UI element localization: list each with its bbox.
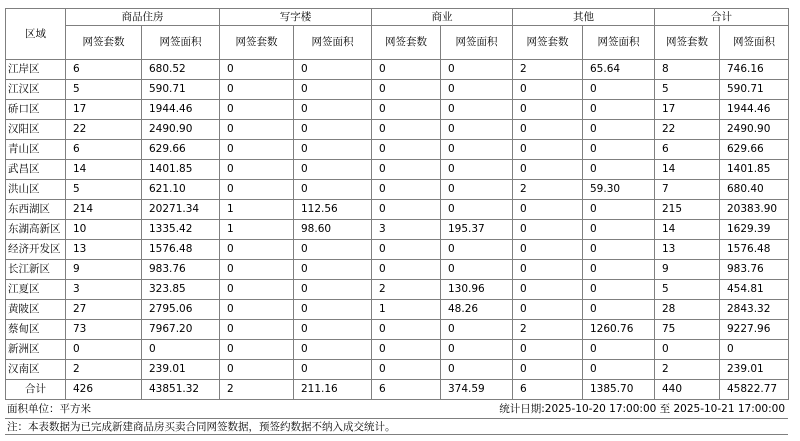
- count-cell: 6: [513, 380, 583, 400]
- table-row: [6, 100, 789, 120]
- area-cell: 0: [294, 60, 372, 80]
- area-cell: 0: [294, 140, 372, 160]
- area-cell: 1944.46: [720, 100, 789, 120]
- count-cell: 2: [513, 60, 583, 80]
- area-cell: 0: [583, 300, 655, 320]
- area-cell: 0: [441, 340, 513, 360]
- area-cell: 1335.42: [142, 220, 220, 240]
- count-cell: 0: [66, 340, 142, 360]
- count-cell: 9: [66, 260, 142, 280]
- area-cell: 130.96: [441, 280, 513, 300]
- area-cell: 1401.85: [142, 160, 220, 180]
- count-cell: 2: [513, 180, 583, 200]
- area-cell: 0: [441, 120, 513, 140]
- area-cell: 0: [583, 200, 655, 220]
- area-unit-label: 面积单位：平方米: [7, 403, 91, 415]
- area-cell: 621.10: [142, 180, 220, 200]
- count-cell: 0: [513, 160, 583, 180]
- area-cell: 0: [294, 100, 372, 120]
- area-cell: 0: [294, 280, 372, 300]
- count-cell: 215: [655, 200, 720, 220]
- count-cell: 0: [513, 360, 583, 380]
- area-cell: 45822.77: [720, 380, 789, 400]
- count-cell: 6: [66, 60, 142, 80]
- area-cell: 590.71: [720, 80, 789, 100]
- table-row: [6, 220, 789, 240]
- subheader-area: 网签面积: [583, 26, 655, 60]
- area-cell: 0: [294, 300, 372, 320]
- subheader-area: 网签面积: [142, 26, 220, 60]
- area-cell: 0: [294, 180, 372, 200]
- region-name: 新洲区: [6, 340, 66, 360]
- table-row: [6, 280, 789, 300]
- area-cell: 0: [583, 360, 655, 380]
- area-cell: 2843.32: [720, 300, 789, 320]
- area-cell: 983.76: [720, 260, 789, 280]
- count-cell: 0: [655, 340, 720, 360]
- count-cell: 14: [655, 160, 720, 180]
- area-cell: 590.71: [142, 80, 220, 100]
- count-cell: 0: [513, 280, 583, 300]
- subheader-count: 网签套数: [220, 26, 294, 60]
- table-body: [6, 60, 789, 400]
- area-cell: 0: [583, 260, 655, 280]
- area-cell: 680.40: [720, 180, 789, 200]
- count-cell: 7: [655, 180, 720, 200]
- count-cell: 5: [66, 180, 142, 200]
- subheader-area: 网签面积: [294, 26, 372, 60]
- count-cell: 8: [655, 60, 720, 80]
- area-cell: 0: [294, 320, 372, 340]
- subheader-count: 网签套数: [513, 26, 583, 60]
- count-cell: 22: [66, 120, 142, 140]
- area-cell: 1576.48: [142, 240, 220, 260]
- area-cell: 0: [583, 160, 655, 180]
- area-cell: 1576.48: [720, 240, 789, 260]
- table-row: [6, 360, 789, 380]
- area-cell: 20383.90: [720, 200, 789, 220]
- subheader-row: [6, 26, 789, 60]
- subheader-count: 网签套数: [372, 26, 441, 60]
- area-cell: 0: [441, 240, 513, 260]
- count-cell: 6: [655, 140, 720, 160]
- count-cell: 10: [66, 220, 142, 240]
- area-cell: 454.81: [720, 280, 789, 300]
- area-cell: 112.56: [294, 200, 372, 220]
- area-cell: 1385.70: [583, 380, 655, 400]
- group-header-residential: 商品住房: [66, 9, 220, 26]
- count-cell: 0: [372, 200, 441, 220]
- region-name: 江夏区: [6, 280, 66, 300]
- area-cell: 0: [583, 80, 655, 100]
- total-row: [6, 380, 789, 400]
- table-footer: [5, 400, 788, 418]
- count-cell: 0: [513, 220, 583, 240]
- table-note: 注：本表数据为已完成新建商品房买卖合同网签数据，预签约数据不纳入成交统计。: [5, 418, 788, 435]
- count-cell: 0: [372, 100, 441, 120]
- subheader-area: 网签面积: [441, 26, 513, 60]
- count-cell: 0: [513, 300, 583, 320]
- count-cell: 0: [513, 140, 583, 160]
- count-cell: 3: [66, 280, 142, 300]
- area-cell: 0: [294, 240, 372, 260]
- area-cell: 9227.96: [720, 320, 789, 340]
- table-row: [6, 240, 789, 260]
- count-cell: 1: [220, 200, 294, 220]
- count-cell: 0: [513, 260, 583, 280]
- count-cell: 2: [655, 360, 720, 380]
- count-cell: 0: [372, 60, 441, 80]
- count-cell: 440: [655, 380, 720, 400]
- count-cell: 0: [372, 180, 441, 200]
- region-name: 江岸区: [6, 60, 66, 80]
- count-cell: 214: [66, 200, 142, 220]
- table-row: [6, 300, 789, 320]
- count-cell: 0: [220, 180, 294, 200]
- count-cell: 0: [220, 100, 294, 120]
- count-cell: 0: [513, 240, 583, 260]
- count-cell: 3: [372, 220, 441, 240]
- region-name: 经济开发区: [6, 240, 66, 260]
- count-cell: 0: [220, 140, 294, 160]
- count-cell: 0: [513, 200, 583, 220]
- count-cell: 0: [220, 80, 294, 100]
- area-cell: 0: [441, 260, 513, 280]
- area-cell: 0: [441, 320, 513, 340]
- area-cell: 0: [294, 160, 372, 180]
- count-cell: 0: [372, 340, 441, 360]
- count-cell: 14: [655, 220, 720, 240]
- area-cell: 211.16: [294, 380, 372, 400]
- table-row: [6, 260, 789, 280]
- subheader-count: 网签套数: [66, 26, 142, 60]
- count-cell: 9: [655, 260, 720, 280]
- count-cell: 75: [655, 320, 720, 340]
- area-cell: 2490.90: [720, 120, 789, 140]
- count-cell: 0: [220, 340, 294, 360]
- group-header-office: 写字楼: [220, 9, 372, 26]
- count-cell: 2: [66, 360, 142, 380]
- area-cell: 0: [441, 360, 513, 380]
- area-cell: 0: [583, 340, 655, 360]
- table-row: [6, 120, 789, 140]
- count-cell: 17: [655, 100, 720, 120]
- count-cell: 0: [372, 80, 441, 100]
- count-cell: 0: [220, 60, 294, 80]
- count-cell: 5: [66, 80, 142, 100]
- area-cell: 0: [294, 260, 372, 280]
- area-cell: 0: [441, 60, 513, 80]
- area-cell: 0: [441, 140, 513, 160]
- area-cell: 0: [441, 160, 513, 180]
- table-row: [6, 160, 789, 180]
- count-cell: 27: [66, 300, 142, 320]
- table-row: [6, 180, 789, 200]
- count-cell: 13: [655, 240, 720, 260]
- count-cell: 0: [513, 120, 583, 140]
- area-cell: 239.01: [720, 360, 789, 380]
- region-name: 东西湖区: [6, 200, 66, 220]
- count-cell: 2: [372, 280, 441, 300]
- area-cell: 195.37: [441, 220, 513, 240]
- area-cell: 0: [583, 220, 655, 240]
- area-cell: 1260.76: [583, 320, 655, 340]
- area-cell: 983.76: [142, 260, 220, 280]
- area-cell: 0: [583, 100, 655, 120]
- count-cell: 1: [220, 220, 294, 240]
- area-cell: 0: [294, 360, 372, 380]
- area-cell: 629.66: [142, 140, 220, 160]
- area-cell: 1629.39: [720, 220, 789, 240]
- area-cell: 1401.85: [720, 160, 789, 180]
- count-cell: 0: [372, 140, 441, 160]
- table-row: [6, 200, 789, 220]
- area-cell: 20271.34: [142, 200, 220, 220]
- count-cell: 13: [66, 240, 142, 260]
- table-row: [6, 80, 789, 100]
- count-cell: 0: [220, 280, 294, 300]
- subheader-area: 网签面积: [720, 26, 789, 60]
- group-header-commercial: 商业: [372, 9, 513, 26]
- sales-report-sheet: [5, 8, 788, 435]
- table-row: [6, 140, 789, 160]
- region-name: 黄陂区: [6, 300, 66, 320]
- area-cell: 323.85: [142, 280, 220, 300]
- region-name: 东湖高新区: [6, 220, 66, 240]
- count-cell: 0: [513, 80, 583, 100]
- area-cell: 629.66: [720, 140, 789, 160]
- area-cell: 0: [583, 120, 655, 140]
- region-name: 蔡甸区: [6, 320, 66, 340]
- region-name: 洪山区: [6, 180, 66, 200]
- area-cell: 0: [441, 100, 513, 120]
- area-cell: 374.59: [441, 380, 513, 400]
- count-cell: 0: [220, 240, 294, 260]
- region-name: 汉阳区: [6, 120, 66, 140]
- region-name: 汉南区: [6, 360, 66, 380]
- count-cell: 0: [220, 320, 294, 340]
- count-cell: 0: [372, 260, 441, 280]
- area-cell: 0: [441, 80, 513, 100]
- area-cell: 1944.46: [142, 100, 220, 120]
- count-cell: 0: [513, 100, 583, 120]
- region-name: 江汉区: [6, 80, 66, 100]
- area-cell: 239.01: [142, 360, 220, 380]
- count-cell: 6: [66, 140, 142, 160]
- group-header-other: 其他: [513, 9, 655, 26]
- area-cell: 0: [294, 80, 372, 100]
- count-cell: 0: [372, 240, 441, 260]
- count-cell: 0: [372, 360, 441, 380]
- count-cell: 17: [66, 100, 142, 120]
- area-cell: 2490.90: [142, 120, 220, 140]
- count-cell: 0: [220, 300, 294, 320]
- area-cell: 680.52: [142, 60, 220, 80]
- area-cell: 0: [720, 340, 789, 360]
- statistics-period: 统计日期:2025-10-20 17:00:00 至 2025-10-21 17:00:00: [499, 403, 785, 415]
- area-cell: 0: [583, 140, 655, 160]
- region-name: 长江新区: [6, 260, 66, 280]
- area-cell: 0: [294, 120, 372, 140]
- count-cell: 14: [66, 160, 142, 180]
- area-cell: 98.60: [294, 220, 372, 240]
- count-cell: 22: [655, 120, 720, 140]
- count-cell: 0: [220, 120, 294, 140]
- count-cell: 0: [220, 160, 294, 180]
- count-cell: 28: [655, 300, 720, 320]
- count-cell: 2: [220, 380, 294, 400]
- area-cell: 65.64: [583, 60, 655, 80]
- subheader-count: 网签套数: [655, 26, 720, 60]
- count-cell: 73: [66, 320, 142, 340]
- count-cell: 0: [513, 340, 583, 360]
- count-cell: 2: [513, 320, 583, 340]
- area-cell: 0: [583, 240, 655, 260]
- area-cell: 2795.06: [142, 300, 220, 320]
- region-header: 区域: [6, 9, 66, 60]
- region-name: 青山区: [6, 140, 66, 160]
- area-cell: 43851.32: [142, 380, 220, 400]
- area-cell: 59.30: [583, 180, 655, 200]
- area-cell: 0: [441, 180, 513, 200]
- table-row: [6, 340, 789, 360]
- table-row: [6, 320, 789, 340]
- total-label: 合计: [6, 380, 66, 400]
- count-cell: 0: [220, 260, 294, 280]
- region-name: 硚口区: [6, 100, 66, 120]
- area-cell: 0: [441, 200, 513, 220]
- area-cell: 0: [294, 340, 372, 360]
- count-cell: 0: [372, 160, 441, 180]
- count-cell: 6: [372, 380, 441, 400]
- table-row: [6, 60, 789, 80]
- region-name: 武昌区: [6, 160, 66, 180]
- count-cell: 5: [655, 80, 720, 100]
- area-cell: 0: [142, 340, 220, 360]
- count-cell: 1: [372, 300, 441, 320]
- count-cell: 426: [66, 380, 142, 400]
- area-cell: 7967.20: [142, 320, 220, 340]
- count-cell: 5: [655, 280, 720, 300]
- count-cell: 0: [372, 120, 441, 140]
- area-cell: 746.16: [720, 60, 789, 80]
- sales-table: [5, 8, 789, 400]
- area-cell: 0: [583, 280, 655, 300]
- count-cell: 0: [220, 360, 294, 380]
- count-cell: 0: [372, 320, 441, 340]
- area-cell: 48.26: [441, 300, 513, 320]
- group-header-total: 合计: [655, 9, 789, 26]
